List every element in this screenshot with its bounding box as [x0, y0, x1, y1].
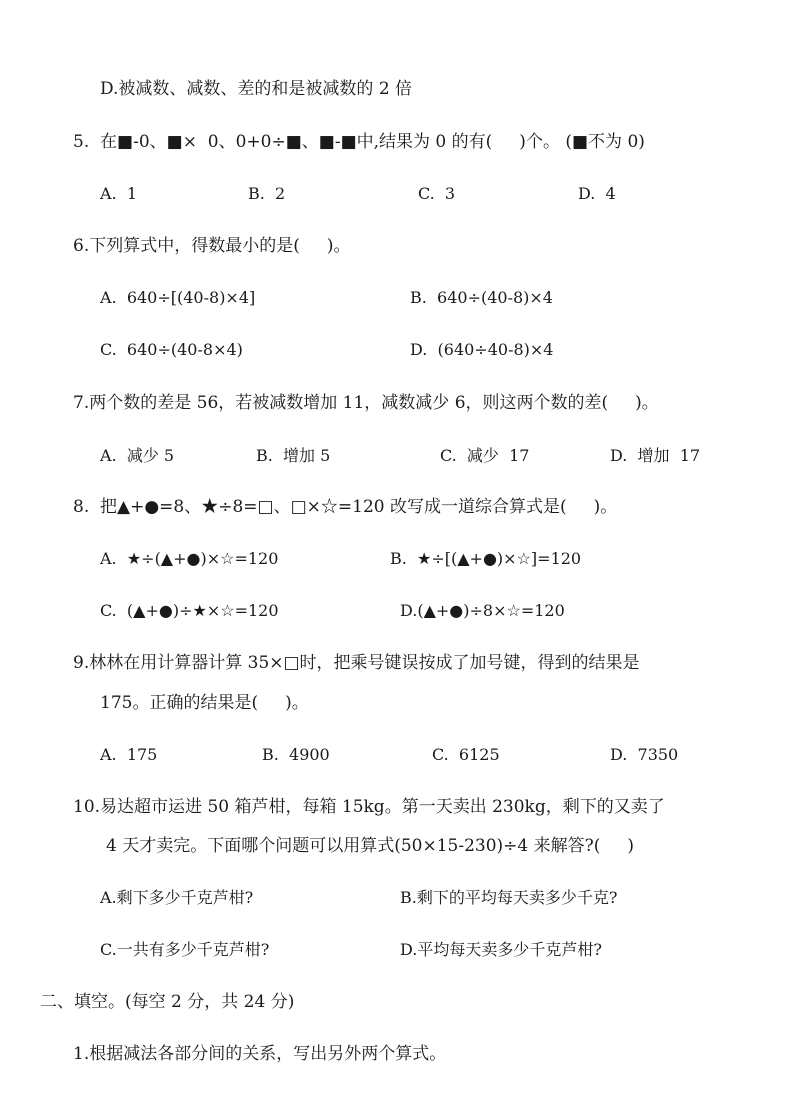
section-2-q1-stem: 1.根据减法各部分间的关系，写出另外两个算式。	[73, 1044, 447, 1064]
q5-stem: 5. 在■-0、■× 0、0+0÷■、■-■中,结果为 0 的有( )个。 (■不为 0)	[73, 132, 645, 152]
q8-option-a: A. ★÷(▲+●)×☆=120	[100, 549, 279, 568]
q5-option-d: D. 4	[578, 184, 616, 203]
q9-option-c: C. 6125	[432, 745, 500, 764]
q8-option-b: B. ★÷[(▲+●)×☆]=120	[390, 549, 582, 568]
q10-stem-line1: 10.易达超市运进 50 箱芦柑，每箱 15kg。第一天卖出 230kg，剩下的又卖了	[73, 797, 665, 817]
q9-stem-line2: 175。正确的结果是( )。	[100, 693, 309, 713]
q9-stem-line1: 9.林林在用计算器计算 35×□时，把乘号键误按成了加号键，得到的结果是	[73, 653, 640, 673]
q10-option-d: D.平均每天卖多少千克芦柑?	[400, 940, 602, 959]
q9-option-b: B. 4900	[262, 745, 330, 764]
q10-option-b: B.剩下的平均每天卖多少千克?	[400, 888, 618, 907]
q6-option-d: D. (640÷40-8)×4	[410, 340, 554, 359]
q5-option-a: A. 1	[100, 184, 137, 203]
q5-option-b: B. 2	[248, 184, 286, 203]
q10-option-a: A.剩下多少千克芦柑?	[100, 888, 254, 907]
q8-option-d: D.(▲+●)÷8×☆=120	[400, 601, 565, 620]
q8-stem: 8. 把▲+●=8、★÷8=□、□×☆=120 改写成一道综合算式是( )。	[73, 497, 618, 517]
q7-option-c: C. 减少 17	[440, 446, 530, 465]
q7-option-a: A. 减少 5	[100, 446, 175, 465]
q7-option-d: D. 增加 17	[610, 446, 701, 465]
q6-stem: 6.下列算式中，得数最小的是( )。	[73, 236, 351, 256]
q10-option-c: C.一共有多少千克芦柑?	[100, 940, 270, 959]
q4-option-d: D.被减数、减数、差的和是被减数的 2 倍	[100, 79, 413, 99]
q5-option-c: C. 3	[418, 184, 456, 203]
q6-option-c: C. 640÷(40-8×4)	[100, 340, 243, 359]
q6-option-b: B. 640÷(40-8)×4	[410, 288, 553, 307]
q9-option-d: D. 7350	[610, 745, 679, 764]
q7-stem: 7.两个数的差是 56，若被减数增加 11，减数减少 6，则这两个数的差( )。	[73, 393, 659, 413]
q8-option-c: C. (▲+●)÷★×☆=120	[100, 601, 279, 620]
q9-option-a: A. 175	[100, 745, 158, 764]
q6-option-a: A. 640÷[(40-8)×4]	[100, 288, 256, 307]
q7-option-b: B. 增加 5	[256, 446, 331, 465]
section-2-heading: 二、填空。(每空 2 分，共 24 分)	[40, 992, 295, 1012]
q10-stem-line2: 4 天才卖完。下面哪个问题可以用算式(50×15-230)÷4 来解答?( )	[106, 836, 635, 856]
